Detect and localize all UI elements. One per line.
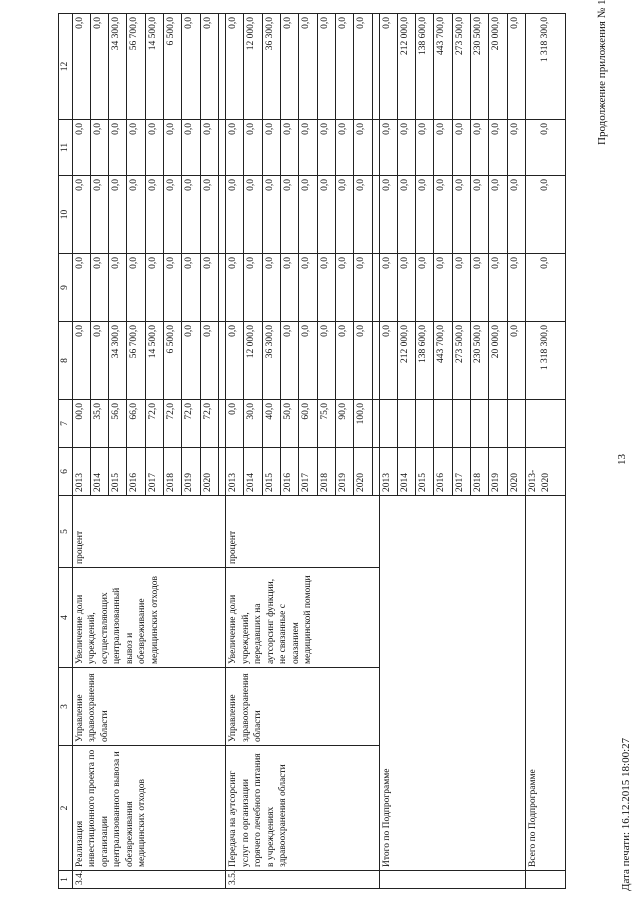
header-cell: 2 (59, 746, 73, 871)
amount-cell: 0,0 (299, 120, 317, 176)
year-cell: 2015 (416, 448, 434, 496)
amount-cell: 0,0 (335, 14, 353, 120)
amount-cell: 0,0 (379, 120, 397, 176)
amount-cell: 0,0 (200, 14, 218, 120)
amount-cell: 0,0 (526, 254, 566, 322)
indicator-value: 50,0 (280, 400, 298, 448)
amount-cell: 0,0 (164, 120, 182, 176)
year-cell: 2020 (507, 448, 525, 496)
table-body (59, 14, 566, 889)
amount-cell: 230 500,0 (471, 14, 489, 120)
amount-cell: 0,0 (182, 120, 200, 176)
amount-cell: 0,0 (280, 254, 298, 322)
header-cell: 10 (59, 176, 73, 254)
measure-name: Реализация инвестиционного проекта по организации централизованного вывоза и обезвреживания медицинских отходов (72, 746, 226, 871)
year-cell: 2016 (434, 448, 452, 496)
amount-cell: 0,0 (90, 14, 108, 120)
amount-cell: 36 300,0 (262, 322, 280, 400)
amount-cell: 0,0 (452, 254, 470, 322)
year-cell: 2018 (164, 448, 182, 496)
amount-cell: 0,0 (90, 120, 108, 176)
year-cell: 2013 (226, 448, 244, 496)
row-number: 3.4. (72, 871, 226, 889)
indicator-value: 75,0 (317, 400, 335, 448)
amount-cell: 0,0 (182, 176, 200, 254)
amount-cell: 0,0 (317, 120, 335, 176)
amount-cell: 0,0 (317, 176, 335, 254)
amount-cell: 0,0 (397, 120, 415, 176)
amount-cell: 0,0 (280, 120, 298, 176)
amount-cell: 0,0 (109, 254, 127, 322)
amount-cell: 14 500,0 (145, 322, 163, 400)
amount-cell: 0,0 (127, 254, 145, 322)
amount-cell: 0,0 (354, 254, 372, 322)
amount-cell: 14 500,0 (145, 14, 163, 120)
amount-cell: 0,0 (317, 254, 335, 322)
year-cell: 2020 (354, 448, 372, 496)
row-number: 3.5. (226, 871, 380, 889)
amount-cell: 0,0 (200, 322, 218, 400)
amount-cell: 0,0 (397, 176, 415, 254)
amount-cell: 0,0 (226, 14, 244, 120)
year-cell: 2013 (72, 448, 90, 496)
amount-cell: 443 700,0 (434, 14, 452, 120)
indicator: Увеличение доли учреждений, передавших на аутсорсинг функции, не связанные с оказанием медицинской помощи (226, 568, 380, 668)
year-cell: 2018 (317, 448, 335, 496)
year-cell: 2015 (109, 448, 127, 496)
amount-cell: 20 000,0 (489, 14, 507, 120)
amount-cell: 0,0 (72, 176, 90, 254)
amount-cell: 0,0 (226, 120, 244, 176)
indicator-value: 0,0 (226, 400, 244, 448)
year-cell: 2018 (471, 448, 489, 496)
amount-cell: 0,0 (244, 120, 262, 176)
amount-cell: 0,0 (354, 14, 372, 120)
header-cell: 4 (59, 568, 73, 668)
unit: процент (72, 496, 226, 568)
spacer-cell (489, 400, 507, 448)
amount-cell: 443 700,0 (434, 322, 452, 400)
amount-cell: 0,0 (452, 120, 470, 176)
amount-cell: 0,0 (354, 176, 372, 254)
amount-cell: 0,0 (452, 176, 470, 254)
year-cell: 2019 (489, 448, 507, 496)
amount-cell: 0,0 (471, 176, 489, 254)
amount-cell: 0,0 (145, 254, 163, 322)
amount-cell: 0,0 (145, 120, 163, 176)
amount-cell: 0,0 (489, 254, 507, 322)
amount-cell: 0,0 (182, 322, 200, 400)
indicator-value: 72,0 (182, 400, 200, 448)
year-cell: 2017 (452, 448, 470, 496)
amount-cell: 0,0 (72, 254, 90, 322)
spacer-cell (372, 120, 379, 176)
amount-cell: 0,0 (397, 254, 415, 322)
amount-cell: 34 300,0 (109, 322, 127, 400)
subtotal-row (379, 14, 397, 889)
year-cell: 2019 (335, 448, 353, 496)
spacer-cell (372, 322, 379, 400)
amount-cell: 0,0 (72, 322, 90, 400)
amount-cell: 20 000,0 (489, 322, 507, 400)
spacer-cell (219, 254, 226, 322)
spacer-cell (507, 400, 525, 448)
year-cell: 2014 (90, 448, 108, 496)
amount-cell: 0,0 (299, 254, 317, 322)
indicator-value: 66,0 (127, 400, 145, 448)
amount-cell: 0,0 (335, 120, 353, 176)
amount-cell: 0,0 (489, 176, 507, 254)
spacer-cell (372, 448, 379, 496)
amount-cell: 0,0 (335, 254, 353, 322)
header-cell: 8 (59, 322, 73, 400)
spacer-cell (219, 176, 226, 254)
amount-cell: 0,0 (335, 322, 353, 400)
amount-cell: 6 500,0 (164, 14, 182, 120)
amount-cell: 0,0 (280, 176, 298, 254)
spacer-cell (372, 254, 379, 322)
amount-cell: 0,0 (280, 14, 298, 120)
spacer-cell (219, 322, 226, 400)
spacer-cell (379, 871, 526, 889)
amount-cell: 0,0 (416, 254, 434, 322)
amount-cell: 0,0 (90, 176, 108, 254)
amount-cell: 0,0 (226, 322, 244, 400)
header-cell: 5 (59, 496, 73, 568)
header-cell: 3 (59, 668, 73, 746)
indicator-value: 40,0 (262, 400, 280, 448)
spacer-cell (219, 14, 226, 120)
measure-name: Передача на аутсорсинг услуг по организации горячего лечебного питания в учреждениях здравоохранения области (226, 746, 380, 871)
spacer-cell (372, 176, 379, 254)
year-cell: 2019 (182, 448, 200, 496)
table-row (72, 14, 90, 889)
year-cell: 2017 (145, 448, 163, 496)
amount-cell: 0,0 (90, 322, 108, 400)
page-number: 13 (616, 454, 628, 465)
amount-cell: 0,0 (244, 254, 262, 322)
executor: Управление здравоохранения области (226, 668, 380, 746)
unit: процент (226, 496, 380, 568)
table-row (226, 14, 244, 889)
total-row (526, 14, 566, 889)
spacer-cell (526, 871, 566, 889)
amount-cell: 0,0 (200, 254, 218, 322)
year-cell: 2013-2020 (526, 448, 566, 496)
spacer-cell (372, 14, 379, 120)
amount-cell: 0,0 (317, 322, 335, 400)
amount-cell: 1 318 300,0 (526, 322, 566, 400)
amount-cell: 12 000,0 (244, 14, 262, 120)
amount-cell: 0,0 (335, 176, 353, 254)
header-cell: 12 (59, 14, 73, 120)
indicator-value: 56,0 (109, 400, 127, 448)
year-cell: 2013 (379, 448, 397, 496)
amount-cell: 0,0 (72, 14, 90, 120)
executor: Управление здравоохранения области (72, 668, 226, 746)
amount-cell: 0,0 (434, 254, 452, 322)
spacer-cell (416, 400, 434, 448)
amount-cell: 0,0 (145, 176, 163, 254)
amount-cell: 212 000,0 (397, 322, 415, 400)
amount-cell: 0,0 (379, 14, 397, 120)
spacer-cell (379, 400, 397, 448)
amount-cell: 230 500,0 (471, 322, 489, 400)
amount-cell: 0,0 (507, 176, 525, 254)
spacer-cell (372, 400, 379, 448)
amount-cell: 36 300,0 (262, 14, 280, 120)
indicator: Увеличение доли учреждений, осуществляющих централизованный вывоз и обезвреживание медицинских отходов (72, 568, 226, 668)
program-table (58, 13, 566, 889)
amount-cell: 0,0 (244, 176, 262, 254)
amount-cell: 0,0 (299, 322, 317, 400)
amount-cell: 138 600,0 (416, 14, 434, 120)
total-label: Всего по Подпрограмме (526, 496, 566, 871)
amount-cell: 0,0 (526, 176, 566, 254)
amount-cell: 0,0 (164, 254, 182, 322)
appendix-title: Продолжение приложения № 1 (596, 0, 608, 145)
amount-cell: 0,0 (262, 176, 280, 254)
amount-cell: 0,0 (262, 254, 280, 322)
header-cell: 1 (59, 871, 73, 889)
amount-cell: 12 000,0 (244, 322, 262, 400)
amount-cell: 0,0 (379, 176, 397, 254)
amount-cell: 0,0 (200, 120, 218, 176)
amount-cell: 273 500,0 (452, 322, 470, 400)
amount-cell: 0,0 (526, 120, 566, 176)
amount-cell: 1 318 300,0 (526, 14, 566, 120)
indicator-value: 72,0 (200, 400, 218, 448)
amount-cell: 0,0 (507, 120, 525, 176)
indicator-value: 90,0 (335, 400, 353, 448)
indicator-value: 35,0 (90, 400, 108, 448)
amount-cell: 0,0 (507, 14, 525, 120)
header-cell: 6 (59, 448, 73, 496)
amount-cell: 0,0 (226, 176, 244, 254)
amount-cell: 0,0 (164, 176, 182, 254)
amount-cell: 0,0 (200, 176, 218, 254)
amount-cell: 6 500,0 (164, 322, 182, 400)
amount-cell: 0,0 (489, 120, 507, 176)
spacer-cell (452, 400, 470, 448)
header-cell: 7 (59, 400, 73, 448)
amount-cell: 0,0 (434, 120, 452, 176)
year-cell: 2016 (280, 448, 298, 496)
indicator-value: 72,0 (164, 400, 182, 448)
header-cell: 9 (59, 254, 73, 322)
amount-cell: 0,0 (354, 120, 372, 176)
amount-cell: 0,0 (471, 120, 489, 176)
amount-cell: 0,0 (299, 176, 317, 254)
spacer-cell (526, 400, 566, 448)
indicator-value: 100,0 (354, 400, 372, 448)
amount-cell: 0,0 (379, 254, 397, 322)
amount-cell: 212 000,0 (397, 14, 415, 120)
indicator-value: 72,0 (145, 400, 163, 448)
year-cell: 2014 (244, 448, 262, 496)
amount-cell: 0,0 (109, 120, 127, 176)
amount-cell: 0,0 (127, 176, 145, 254)
spacer-cell (471, 400, 489, 448)
amount-cell: 0,0 (299, 14, 317, 120)
amount-cell: 0,0 (434, 176, 452, 254)
amount-cell: 0,0 (416, 120, 434, 176)
amount-cell: 0,0 (507, 254, 525, 322)
amount-cell: 0,0 (354, 322, 372, 400)
amount-cell: 0,0 (317, 14, 335, 120)
amount-cell: 0,0 (280, 322, 298, 400)
amount-cell: 56 700,0 (127, 322, 145, 400)
amount-cell: 56 700,0 (127, 14, 145, 120)
spacer-cell (219, 400, 226, 448)
amount-cell: 0,0 (226, 254, 244, 322)
print-date: Дата печати: 16.12.2015 18:00:27 (620, 737, 632, 891)
spacer-cell (219, 120, 226, 176)
year-cell: 2015 (262, 448, 280, 496)
header-cell: 11 (59, 120, 73, 176)
spacer-cell (434, 400, 452, 448)
subtotal-label: Итого по Подпрограмме (379, 496, 526, 871)
amount-cell: 138 600,0 (416, 322, 434, 400)
amount-cell: 0,0 (109, 176, 127, 254)
amount-cell: 0,0 (379, 322, 397, 400)
amount-cell: 0,0 (416, 176, 434, 254)
amount-cell: 0,0 (262, 120, 280, 176)
amount-cell: 0,0 (471, 254, 489, 322)
year-cell: 2014 (397, 448, 415, 496)
amount-cell: 0,0 (127, 120, 145, 176)
spacer-cell (397, 400, 415, 448)
amount-cell: 0,0 (507, 322, 525, 400)
amount-cell: 273 500,0 (452, 14, 470, 120)
indicator-value: 00,0 (72, 400, 90, 448)
year-cell: 2020 (200, 448, 218, 496)
indicator-value: 30,0 (244, 400, 262, 448)
amount-cell: 0,0 (182, 14, 200, 120)
amount-cell: 0,0 (72, 120, 90, 176)
amount-cell: 34 300,0 (109, 14, 127, 120)
amount-cell: 0,0 (182, 254, 200, 322)
spacer-cell (219, 448, 226, 496)
header-row (59, 14, 73, 889)
amount-cell: 0,0 (90, 254, 108, 322)
indicator-value: 60,0 (299, 400, 317, 448)
year-cell: 2016 (127, 448, 145, 496)
year-cell: 2017 (299, 448, 317, 496)
